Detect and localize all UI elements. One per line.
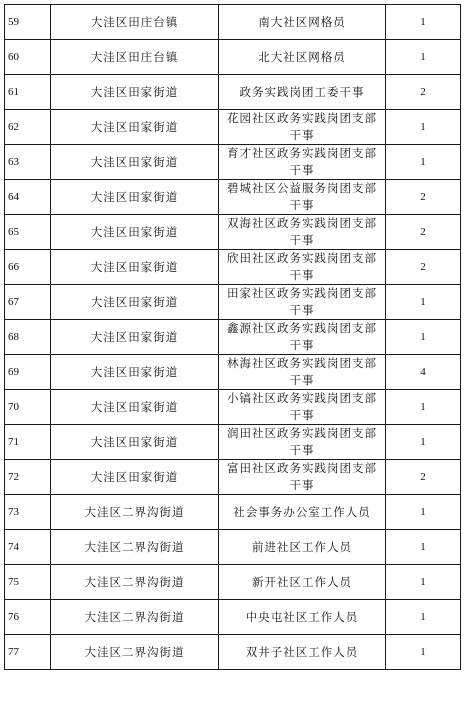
unit-cell: 大洼区田家街道 xyxy=(51,145,219,180)
row-number-cell: 76 xyxy=(5,600,51,635)
headcount-cell: 1 xyxy=(386,565,461,600)
table-row xyxy=(5,5,461,40)
position-cell: 润田社区政务实践岗团支部干事 xyxy=(219,425,386,460)
row-number-cell: 65 xyxy=(5,215,51,250)
unit-cell: 大洼区田家街道 xyxy=(51,215,219,250)
position-cell: 花园社区政务实践岗团支部干事 xyxy=(219,110,386,145)
unit-cell: 大洼区田家街道 xyxy=(51,390,219,425)
headcount-cell: 1 xyxy=(386,110,461,145)
table-body xyxy=(5,5,461,670)
table-row xyxy=(5,460,461,495)
headcount-cell: 1 xyxy=(386,425,461,460)
table-row xyxy=(5,320,461,355)
positions-table xyxy=(4,4,461,670)
row-number-cell: 59 xyxy=(5,5,51,40)
unit-cell: 大洼区田家街道 xyxy=(51,110,219,145)
table-row xyxy=(5,495,461,530)
position-cell: 碧城社区公益服务岗团支部干事 xyxy=(219,180,386,215)
table-row xyxy=(5,75,461,110)
position-cell: 双海社区政务实践岗团支部干事 xyxy=(219,215,386,250)
unit-cell: 大洼区田庄台镇 xyxy=(51,40,219,75)
unit-cell: 大洼区田家街道 xyxy=(51,75,219,110)
headcount-cell: 1 xyxy=(386,285,461,320)
position-cell: 鑫源社区政务实践岗团支部干事 xyxy=(219,320,386,355)
table-row xyxy=(5,180,461,215)
table-row xyxy=(5,635,461,670)
row-number-cell: 71 xyxy=(5,425,51,460)
row-number-cell: 69 xyxy=(5,355,51,390)
position-cell: 小镐社区政务实践岗团支部干事 xyxy=(219,390,386,425)
position-cell: 田家社区政务实践岗团支部干事 xyxy=(219,285,386,320)
row-number-cell: 74 xyxy=(5,530,51,565)
position-cell: 欣田社区政务实践岗团支部干事 xyxy=(219,250,386,285)
headcount-cell: 1 xyxy=(386,495,461,530)
row-number-cell: 67 xyxy=(5,285,51,320)
row-number-cell: 77 xyxy=(5,635,51,670)
unit-cell: 大洼区二界沟街道 xyxy=(51,565,219,600)
unit-cell: 大洼区田家街道 xyxy=(51,320,219,355)
position-cell: 前进社区工作人员 xyxy=(219,530,386,565)
headcount-cell: 1 xyxy=(386,635,461,670)
position-cell: 政务实践岗团工委干事 xyxy=(219,75,386,110)
row-number-cell: 61 xyxy=(5,75,51,110)
unit-cell: 大洼区田家街道 xyxy=(51,285,219,320)
table-row xyxy=(5,40,461,75)
table-row xyxy=(5,600,461,635)
unit-cell: 大洼区二界沟街道 xyxy=(51,635,219,670)
unit-cell: 大洼区田庄台镇 xyxy=(51,5,219,40)
table-row xyxy=(5,355,461,390)
unit-cell: 大洼区二界沟街道 xyxy=(51,600,219,635)
unit-cell: 大洼区田家街道 xyxy=(51,355,219,390)
row-number-cell: 60 xyxy=(5,40,51,75)
row-number-cell: 66 xyxy=(5,250,51,285)
position-cell: 中央屯社区工作人员 xyxy=(219,600,386,635)
headcount-cell: 1 xyxy=(386,390,461,425)
row-number-cell: 68 xyxy=(5,320,51,355)
table-row xyxy=(5,565,461,600)
row-number-cell: 72 xyxy=(5,460,51,495)
headcount-cell: 1 xyxy=(386,145,461,180)
position-cell: 双井子社区工作人员 xyxy=(219,635,386,670)
unit-cell: 大洼区田家街道 xyxy=(51,250,219,285)
table-row xyxy=(5,250,461,285)
headcount-cell: 1 xyxy=(386,5,461,40)
position-cell: 新开社区工作人员 xyxy=(219,565,386,600)
position-cell: 富田社区政务实践岗团支部干事 xyxy=(219,460,386,495)
row-number-cell: 63 xyxy=(5,145,51,180)
headcount-cell: 1 xyxy=(386,40,461,75)
headcount-cell: 2 xyxy=(386,75,461,110)
table-row xyxy=(5,390,461,425)
table-row xyxy=(5,530,461,565)
headcount-cell: 1 xyxy=(386,530,461,565)
headcount-cell: 2 xyxy=(386,250,461,285)
unit-cell: 大洼区田家街道 xyxy=(51,460,219,495)
headcount-cell: 2 xyxy=(386,180,461,215)
table-row xyxy=(5,425,461,460)
row-number-cell: 73 xyxy=(5,495,51,530)
unit-cell: 大洼区田家街道 xyxy=(51,425,219,460)
headcount-cell: 4 xyxy=(386,355,461,390)
row-number-cell: 75 xyxy=(5,565,51,600)
position-cell: 社会事务办公室工作人员 xyxy=(219,495,386,530)
table-row xyxy=(5,285,461,320)
headcount-cell: 1 xyxy=(386,600,461,635)
row-number-cell: 62 xyxy=(5,110,51,145)
position-cell: 林海社区政务实践岗团支部干事 xyxy=(219,355,386,390)
headcount-cell: 2 xyxy=(386,215,461,250)
row-number-cell: 70 xyxy=(5,390,51,425)
table-row xyxy=(5,110,461,145)
unit-cell: 大洼区二界沟街道 xyxy=(51,495,219,530)
position-cell: 南大社区网格员 xyxy=(219,5,386,40)
headcount-cell: 2 xyxy=(386,460,461,495)
unit-cell: 大洼区田家街道 xyxy=(51,180,219,215)
table-row xyxy=(5,145,461,180)
row-number-cell: 64 xyxy=(5,180,51,215)
headcount-cell: 1 xyxy=(386,320,461,355)
position-cell: 北大社区网格员 xyxy=(219,40,386,75)
unit-cell: 大洼区二界沟街道 xyxy=(51,530,219,565)
table-row xyxy=(5,215,461,250)
position-cell: 育才社区政务实践岗团支部干事 xyxy=(219,145,386,180)
